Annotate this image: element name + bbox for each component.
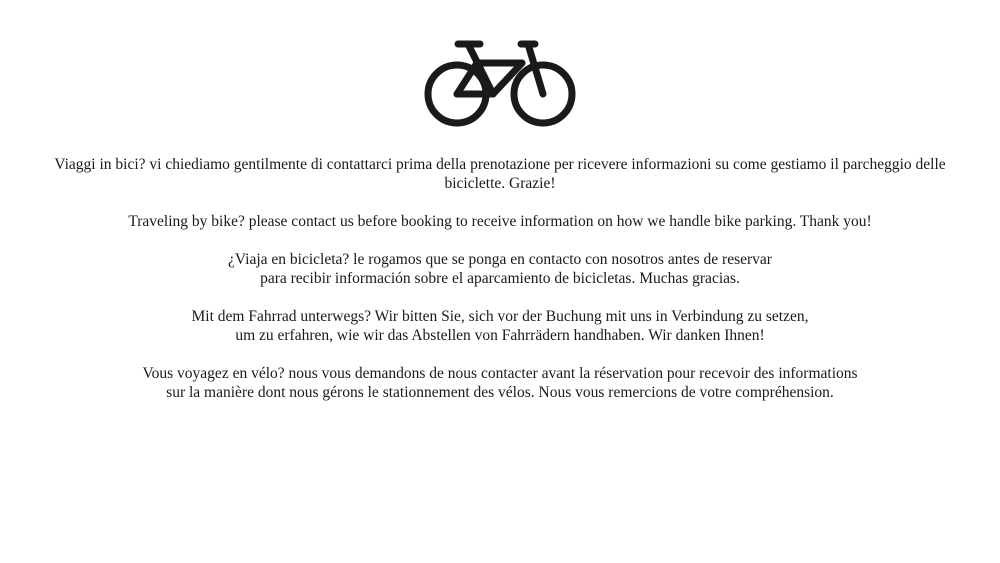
notice-line: Traveling by bike? please contact us before booking to receive information on how we handle bike parking. Thank you! [128,213,872,230]
bicycle-icon [420,38,580,128]
notice-italian [40,155,960,193]
notice-french [40,364,960,402]
notice-line: um zu erfahren, wie wir das Abstellen von Fahrrädern handhaben. Wir danken Ihnen! [235,327,765,344]
notice-spanish [40,250,960,288]
notice-line: Mit dem Fahrrad unterwegs? Wir bitten Sie, sich vor der Buchung mit uns in Verbindung zu setzen, [191,308,809,325]
notice-german [40,307,960,345]
notice-line: sur la manière dont nous gérons le stationnement des vélos. Nous vous remercions de votre compréhension. [166,384,834,401]
notice-line: para recibir información sobre el aparcamiento de bicicletas. Muchas gracias. [260,270,740,287]
notice-english [40,212,960,231]
notice-line: Viaggi in bici? vi chiediamo gentilmente di contattarci prima della prenotazione per ricevere informazioni su come gestiamo il parcheggio delle biciclette. Grazie! [54,156,946,192]
header-icon-container [0,38,1000,128]
notice-line: ¿Viaja en bicicleta? le rogamos que se ponga en contacto con nosotros antes de reservar [228,251,772,268]
notice-line: Vous voyagez en vélo? nous vous demandons de nous contacter avant la réservation pour recevoir des informations [142,365,858,382]
parking-notice [40,155,960,421]
